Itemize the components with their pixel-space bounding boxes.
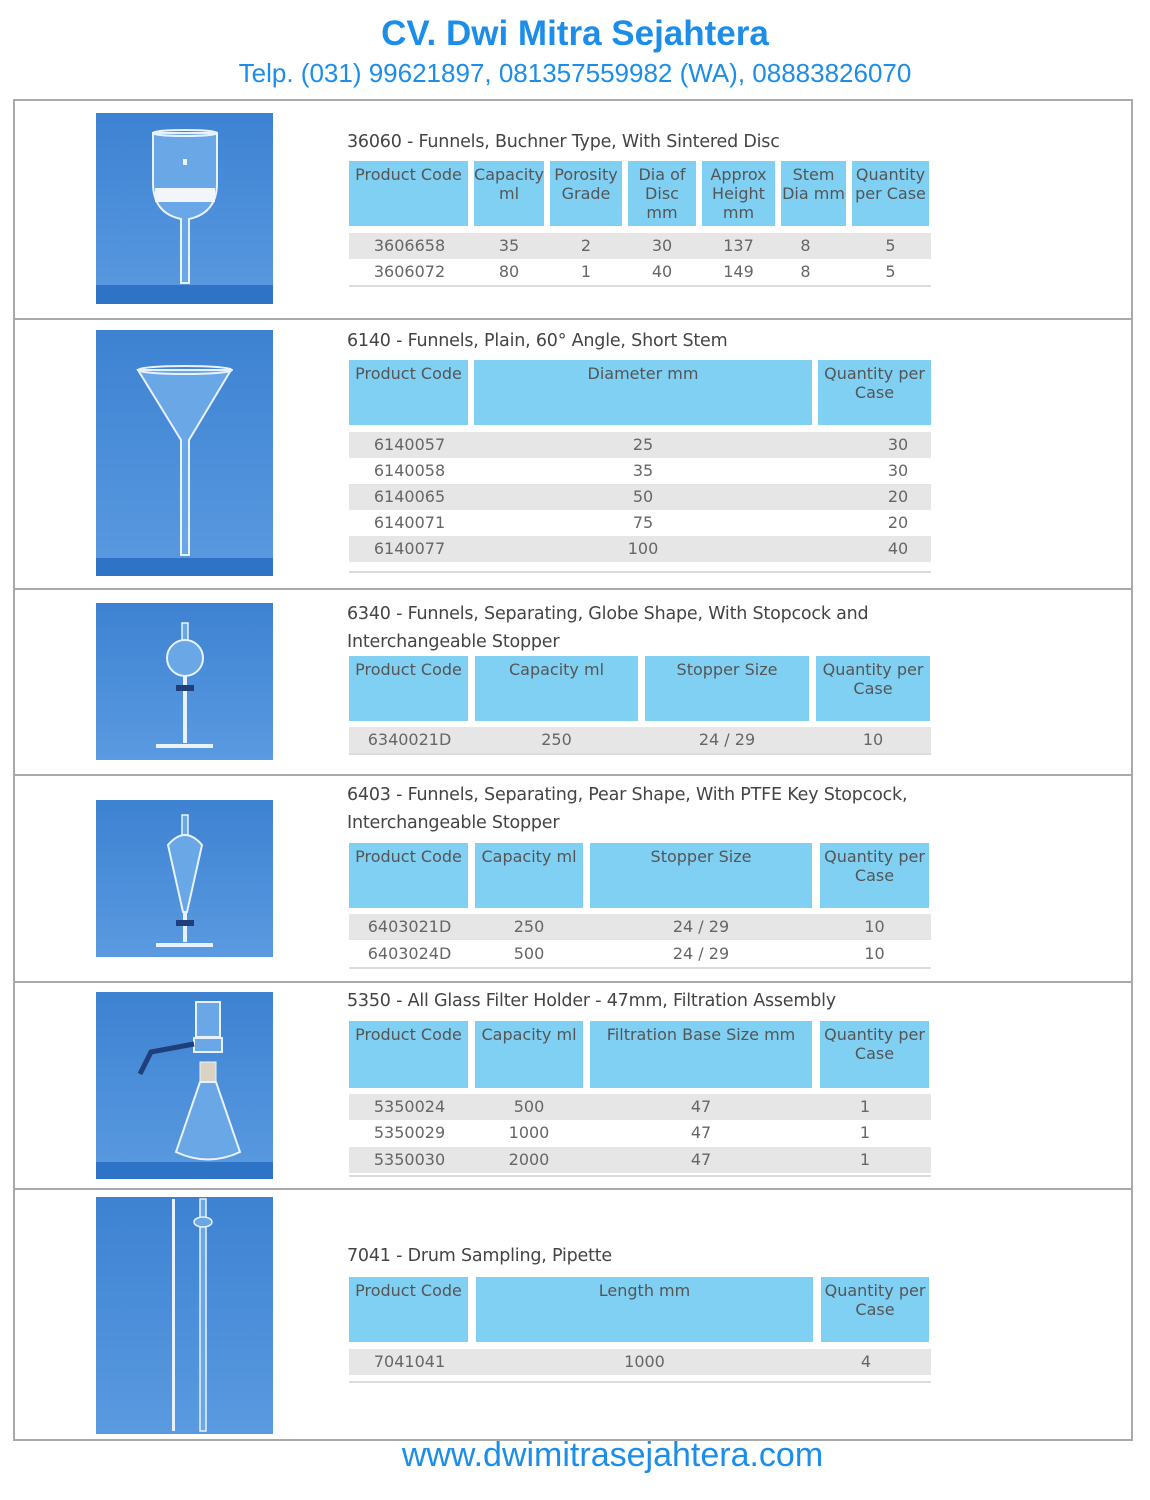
table-cell: 137 bbox=[723, 236, 754, 255]
table-cell: 250 bbox=[541, 730, 572, 749]
table-cell: 30 bbox=[651, 236, 673, 255]
section-divider bbox=[13, 981, 1133, 983]
globe-separating-funnel-icon bbox=[96, 603, 273, 760]
column-header: Product Code bbox=[349, 360, 468, 425]
section-divider bbox=[13, 1188, 1133, 1190]
column-header: Approx Height mm bbox=[702, 161, 775, 226]
table-cell: 1 bbox=[859, 1097, 871, 1116]
column-header: Product Code bbox=[349, 656, 468, 721]
product-title: 7041 - Drum Sampling, Pipette bbox=[347, 1246, 612, 1266]
product-code: 6140065 bbox=[373, 487, 446, 506]
column-header: Capacity ml bbox=[475, 1021, 583, 1088]
plain-funnel-icon bbox=[96, 330, 273, 576]
column-header: Quantity per Case bbox=[816, 656, 930, 721]
table-rule bbox=[349, 753, 931, 755]
column-header: Stopper Size bbox=[590, 843, 812, 908]
table-cell: 1000 bbox=[508, 1123, 550, 1142]
product-title: 36060 - Funnels, Buchner Type, With Sintered Disc bbox=[347, 132, 780, 152]
buchner-funnel-icon bbox=[96, 113, 273, 304]
product-code: 7041041 bbox=[373, 1352, 446, 1371]
table-cell: 40 bbox=[887, 539, 909, 558]
table-cell: 47 bbox=[690, 1150, 712, 1169]
table-cell: 20 bbox=[887, 513, 909, 532]
table-row bbox=[349, 458, 931, 484]
column-header: Quantity per Case bbox=[852, 161, 929, 226]
column-header: Product Code bbox=[349, 161, 468, 226]
table-cell: 50 bbox=[632, 487, 654, 506]
section-divider bbox=[13, 588, 1133, 590]
table-row bbox=[349, 1120, 931, 1146]
table-cell: 30 bbox=[887, 435, 909, 454]
table-cell: 2000 bbox=[508, 1150, 550, 1169]
product-code: 3606072 bbox=[373, 262, 446, 281]
column-header: Porosity Grade bbox=[550, 161, 622, 226]
table-rule bbox=[349, 1175, 931, 1177]
table-row bbox=[349, 1147, 931, 1173]
product-title: 6403 - Funnels, Separating, Pear Shape, With PTFE Key Stopcock, Interchangeable Stopper bbox=[347, 785, 908, 833]
column-header: Capacity ml bbox=[475, 656, 638, 721]
table-cell: 20 bbox=[887, 487, 909, 506]
column-header: Length mm bbox=[476, 1277, 813, 1342]
column-header: Quantity per Case bbox=[820, 1021, 929, 1088]
table-cell: 10 bbox=[864, 917, 885, 936]
table-cell: 500 bbox=[513, 944, 545, 963]
table-row bbox=[349, 233, 931, 259]
table-cell: 1 bbox=[580, 262, 592, 281]
column-header: Quantity per Case bbox=[821, 1277, 929, 1342]
table-cell: 10 bbox=[862, 730, 884, 749]
product-code: 6403021D bbox=[367, 917, 452, 936]
table-cell: 1000 bbox=[624, 1352, 665, 1371]
table-cell: 500 bbox=[513, 1097, 545, 1116]
table-cell: 30 bbox=[887, 461, 909, 480]
column-header: Stopper Size bbox=[645, 656, 809, 721]
section-divider bbox=[13, 774, 1133, 776]
product-title: 6340 - Funnels, Separating, Globe Shape, With Stopcock and Interchangeable Stopper bbox=[347, 604, 869, 652]
table-cell: 100 bbox=[627, 539, 659, 558]
column-header: Product Code bbox=[349, 1277, 468, 1342]
table-cell: 75 bbox=[632, 513, 654, 532]
table-row bbox=[349, 259, 931, 285]
product-code: 6403024D bbox=[367, 944, 452, 963]
table-row bbox=[349, 432, 931, 458]
column-header: Capacity ml bbox=[474, 161, 544, 226]
column-header: Filtration Base Size mm bbox=[590, 1021, 812, 1088]
table-cell: 2 bbox=[580, 236, 592, 255]
website-link[interactable]: www.dwimitrasejahtera.com bbox=[401, 1436, 824, 1474]
table-row bbox=[349, 510, 931, 536]
product-title: 5350 - All Glass Filter Holder - 47mm, Filtration Assembly bbox=[347, 991, 836, 1011]
product-code: 5350030 bbox=[373, 1150, 446, 1169]
table-cell: 8 bbox=[800, 262, 811, 281]
product-code: 6140058 bbox=[373, 461, 446, 480]
table-row bbox=[349, 941, 931, 967]
table-rule bbox=[349, 571, 931, 573]
product-title: 6140 - Funnels, Plain, 60° Angle, Short Stem bbox=[347, 331, 728, 351]
table-row bbox=[349, 1349, 931, 1375]
product-code: 5350024 bbox=[373, 1097, 446, 1116]
table-cell: 149 bbox=[723, 262, 754, 281]
pear-separating-funnel-icon bbox=[96, 800, 273, 957]
table-cell: 10 bbox=[864, 944, 885, 963]
table-cell: 1 bbox=[859, 1123, 871, 1142]
product-code: 6140057 bbox=[373, 435, 446, 454]
column-header: Product Code bbox=[349, 843, 468, 908]
table-cell: 35 bbox=[632, 461, 654, 480]
table-row bbox=[349, 1094, 931, 1120]
table-cell: 24 / 29 bbox=[698, 730, 756, 749]
table-cell: 8 bbox=[800, 236, 811, 255]
table-cell: 5 bbox=[885, 262, 896, 281]
table-rule bbox=[349, 1381, 931, 1383]
table-cell: 24 / 29 bbox=[672, 917, 730, 936]
table-row bbox=[349, 727, 931, 753]
table-cell: 250 bbox=[513, 917, 545, 936]
section-divider bbox=[13, 318, 1133, 320]
table-cell: 47 bbox=[690, 1123, 712, 1142]
filter-holder-assembly-icon bbox=[96, 992, 273, 1179]
column-header: Dia of Disc mm bbox=[628, 161, 696, 226]
table-cell: 35 bbox=[498, 236, 520, 255]
table-rule bbox=[349, 967, 931, 969]
drum-sampling-pipette-icon bbox=[96, 1197, 273, 1434]
column-header: Stem Dia mm bbox=[781, 161, 846, 226]
column-header: Capacity ml bbox=[475, 843, 583, 908]
product-code: 5350029 bbox=[373, 1123, 446, 1142]
table-cell: 4 bbox=[860, 1352, 872, 1371]
column-header: Diameter mm bbox=[474, 360, 812, 425]
table-cell: 25 bbox=[632, 435, 654, 454]
table-cell: 5 bbox=[885, 236, 896, 255]
column-header: Quantity per Case bbox=[820, 843, 929, 908]
table-row bbox=[349, 484, 931, 510]
product-code: 6140071 bbox=[373, 513, 446, 532]
table-cell: 80 bbox=[498, 262, 520, 281]
table-row bbox=[349, 914, 931, 940]
column-header: Quantity per Case bbox=[818, 360, 931, 425]
company-name: CV. Dwi Mitra Sejahtera bbox=[381, 14, 769, 53]
column-header: Product Code bbox=[349, 1021, 468, 1088]
table-cell: 40 bbox=[651, 262, 673, 281]
product-code: 6140077 bbox=[373, 539, 446, 558]
company-phone: Telp. (031) 99621897, 081357559982 (WA), 08883826070 bbox=[238, 58, 912, 88]
table-cell: 47 bbox=[690, 1097, 712, 1116]
product-code: 6340021D bbox=[367, 730, 452, 749]
product-code: 3606658 bbox=[373, 236, 446, 255]
table-cell: 24 / 29 bbox=[672, 944, 730, 963]
table-rule bbox=[349, 285, 931, 287]
table-row bbox=[349, 536, 931, 562]
table-cell: 1 bbox=[859, 1150, 871, 1169]
